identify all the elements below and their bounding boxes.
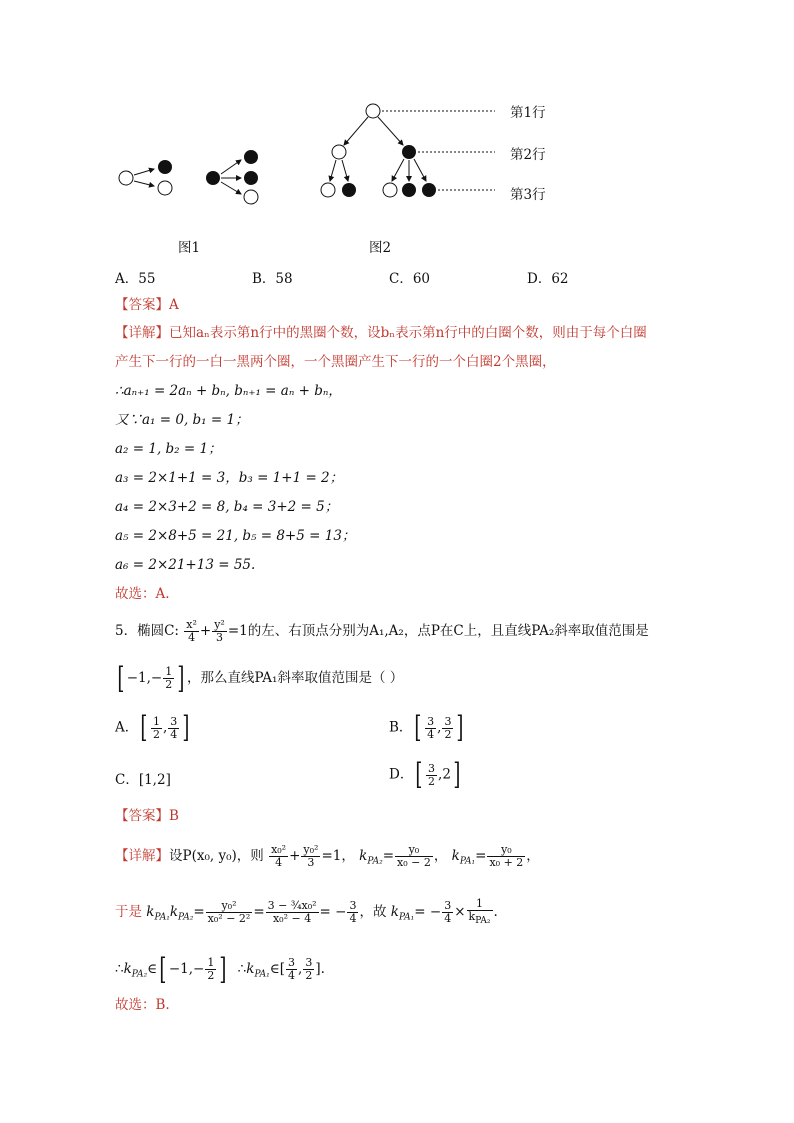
row1-label: 第1行 (510, 105, 546, 121)
row3-label: 第3行 (510, 187, 546, 203)
q4-eq4: a₃ = 2×1+1 = 3，b₃ = 1+1 = 2； (115, 470, 344, 486)
q4-eq1: ∴aₙ₊₁ = 2aₙ + bₙ, bₙ₊₁ = aₙ + bₙ， (115, 383, 342, 399)
q5-detail-line3: $\therefore k_{PA_2}\in[ -1,-$ $\frac{1}{2}$ ] $\therefore k_{PA_1}\in$[ $\frac{3}{4}$ , $\frac{3}{2}$ ]. (115, 951, 325, 987)
q5-stem-line2: [ −1,− $\frac{1}{2}$ ] ，那么直线PA₁斜率取值范围是（ ） (117, 660, 404, 696)
q5-option-c: C．[1,2] (115, 772, 171, 788)
q4-eq5: a₄ = 2×3+2 = 8, b₄ = 3+2 = 5； (115, 499, 339, 515)
figure-1 (110, 140, 270, 215)
q5-detail-line1: 【详解】设P(x₀, y₀)，则 $\frac{\text{x₀²}}{4}$ + $\frac{\text{y₀²}}{3}$ =1， $k_{PA_2}=$ $\frac{\text{y₀}}{\text{x₀ − 2}}$ ， $k_{PA_1}=$ $\frac{\text{y₀}}{\text{x₀ + 2}}$ ， (115, 843, 540, 869)
q4-eq6: a₅ = 2×8+5 = 21, b₅ = 8+5 = 13； (115, 528, 356, 544)
q5-option-a: A．[ $\frac{1}{2}$ , $\frac{3}{4}$ ] (115, 710, 190, 745)
q4-eq2: 又∵a₁ = 0, b₁ = 1； (115, 412, 249, 428)
q4-answer: 【答案】A (115, 297, 179, 313)
row2-label: 第2行 (510, 147, 546, 163)
q5-choose: 故选：B. (115, 997, 170, 1013)
q5-stem-line1: 5．椭圆C: $\frac{\text{x²}}{4}$ + $\frac{\text{y²}}{3}$ =1的左、右顶点分别为A₁,A₂，点P在C上，且直线PA₂斜率取值范围是 (115, 618, 649, 644)
q4-detail-line2: 产生下一行的一白一黑两个圈，一个黑圈产生下一行的一个白圈2个黑圈， (115, 354, 556, 370)
q5-option-d: D．[ $\frac{3}{2}$ ,2] (389, 757, 461, 792)
q4-option-b: B．58 (252, 271, 293, 287)
q4-option-c: C．60 (389, 271, 431, 287)
q4-eq3: a₂ = 1, b₂ = 1； (115, 441, 222, 457)
q4-detail-line1: 【详解】已知aₙ表示第n行中的黑圈个数，设bₙ表示第n行中的白圈个数，则由于每个白圈 (115, 325, 647, 341)
q5-detail-line2: 于是 $k_{PA_1}k_{PA_2}=$ $\frac{\text{y₀²}}{\text{x₀² − 2²}}$ = $\frac{\text{3 − ¾x₀²}}{\text{x₀² − 4}}$ = − $\frac{3}{4}$ ，故 $k_{PA_1}=$ − $\frac{3}{4}$ × $\frac{1}{k_{PA_2}}$ . (115, 896, 498, 927)
q4-option-d: D．62 (527, 271, 569, 287)
figure-2 (310, 95, 500, 210)
q5-answer: 【答案】B (115, 808, 179, 824)
q4-eq7: a₆ = 2×21+13 = 55. (115, 557, 256, 573)
fig1-caption: 图1 (178, 240, 201, 256)
fig2-caption: 图2 (369, 240, 392, 256)
q4-choose: 故选：A. (115, 586, 170, 602)
q4-option-a: A．55 (115, 271, 156, 287)
q5-option-b: B．[ $\frac{3}{4}$ , $\frac{3}{2}$ ] (389, 710, 464, 745)
